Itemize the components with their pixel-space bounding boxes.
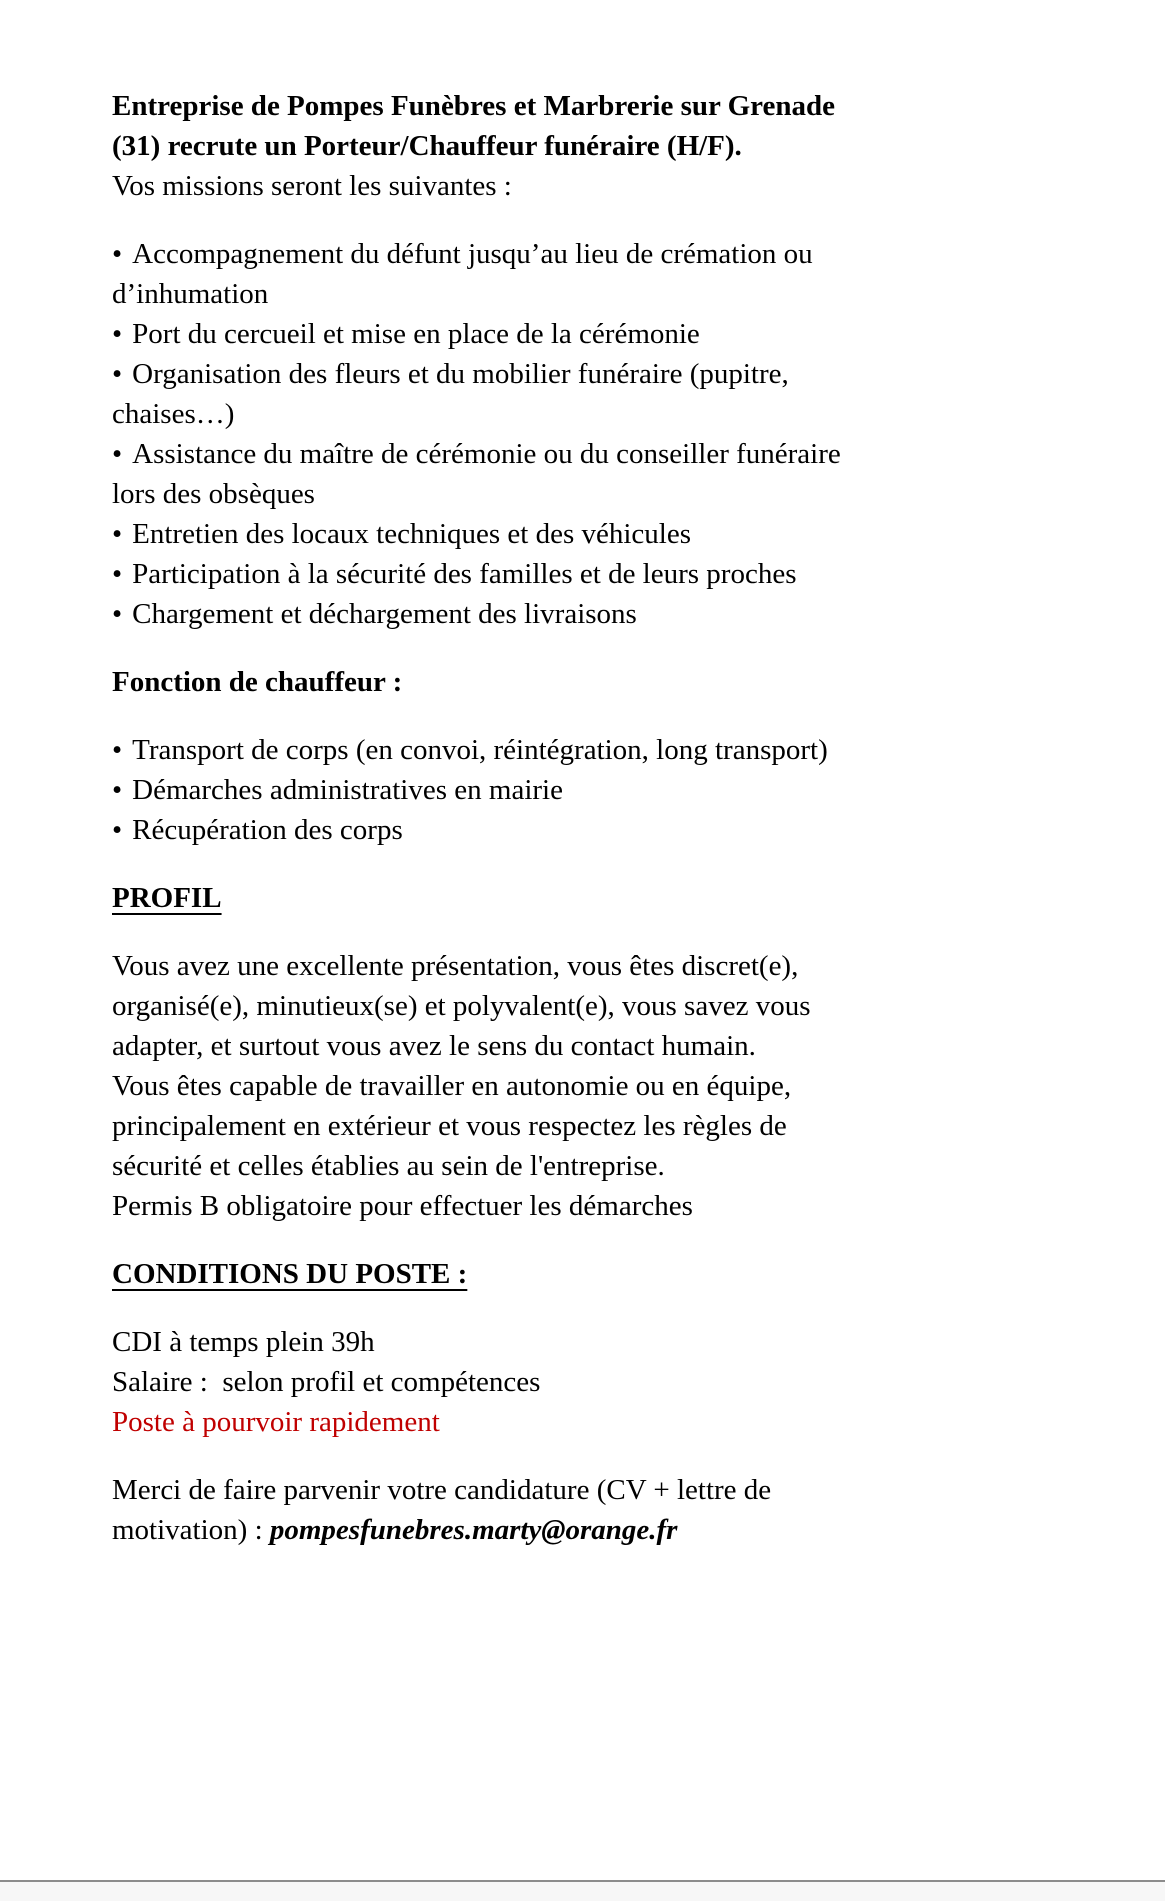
list-item bbox=[112, 354, 854, 434]
list-item bbox=[112, 514, 854, 554]
profile-section-heading: PROFIL bbox=[112, 882, 222, 914]
apply-line bbox=[112, 1470, 854, 1550]
bullet-icon: • bbox=[112, 238, 123, 270]
list-item-text: Organisation des fleurs et du mobilier funéraire (pupitre, chaises…) bbox=[112, 358, 796, 430]
list-item-text: Récupération des corps bbox=[132, 814, 403, 846]
list-item-text: Chargement et déchargement des livraisons bbox=[132, 598, 637, 630]
list-item-text: Port du cercueil et mise en place de la cérémonie bbox=[132, 318, 700, 350]
profile-paragraph: Permis B obligatoire pour effectuer les démarches bbox=[112, 1190, 693, 1222]
list-item bbox=[112, 810, 854, 850]
bottom-toolbar bbox=[0, 1880, 1165, 1901]
intro-line: Vos missions seront les suivantes : bbox=[112, 170, 512, 202]
apply-text: Merci de faire parvenir votre candidature (CV + lettre de motivation) : bbox=[112, 1474, 779, 1546]
profile-paragraph: Vous êtes capable de travailler en autonomie ou en équipe, principalement en extérieur et vous respectez les règles de sécurité et celles établies au sein de l'entreprise. bbox=[112, 1070, 799, 1182]
conditions-section-heading: CONDITIONS DU POSTE : bbox=[112, 1258, 468, 1290]
list-item bbox=[112, 554, 854, 594]
availability-line: Poste à pourvoir rapidement bbox=[112, 1406, 440, 1438]
profile-paragraphs bbox=[112, 946, 854, 1226]
list-item bbox=[112, 314, 854, 354]
driver-tasks-list bbox=[112, 730, 854, 850]
list-item-text: Assistance du maître de cérémonie ou du conseiller funéraire lors des obsèques bbox=[112, 438, 849, 510]
bullet-icon: • bbox=[112, 734, 123, 766]
page-title: Entreprise de Pompes Funèbres et Marbrerie sur Grenade (31) recrute un Porteur/Chauffeur funéraire (H/F). bbox=[112, 90, 843, 162]
list-item bbox=[112, 434, 854, 514]
profile-paragraph: Vous avez une excellente présentation, vous êtes discret(e), organisé(e), minutieux(se) et polyvalent(e), vous savez vous adapter, et surtout vous avez le sens du contact humain. bbox=[112, 950, 818, 1062]
profile-heading-block bbox=[112, 878, 854, 918]
list-item-text: Transport de corps (en convoi, réintégration, long transport) bbox=[132, 734, 828, 766]
list-item bbox=[112, 234, 854, 314]
conditions-heading-block bbox=[112, 1254, 854, 1294]
list-item-text: Participation à la sécurité des familles et de leurs proches bbox=[132, 558, 797, 590]
driver-section-heading-block bbox=[112, 662, 854, 702]
apply-block bbox=[112, 1470, 854, 1550]
list-item bbox=[112, 594, 854, 634]
contact-email: pompesfunebres.marty@orange.fr bbox=[269, 1514, 678, 1546]
bullet-icon: • bbox=[112, 318, 123, 350]
salary-line: Salaire : selon profil et compétences bbox=[112, 1366, 541, 1398]
contract-line: CDI à temps plein 39h bbox=[112, 1326, 375, 1358]
bullet-icon: • bbox=[112, 774, 123, 806]
bullet-icon: • bbox=[112, 518, 123, 550]
list-item-text: Démarches administratives en mairie bbox=[132, 774, 563, 806]
bullet-icon: • bbox=[112, 438, 123, 470]
bullet-icon: • bbox=[112, 558, 123, 590]
driver-section-heading: Fonction de chauffeur : bbox=[112, 666, 403, 698]
title-block bbox=[112, 86, 854, 206]
bullet-icon: • bbox=[112, 598, 123, 630]
list-item bbox=[112, 730, 854, 770]
list-item bbox=[112, 770, 854, 810]
list-item-text: Accompagnement du défunt jusqu’au lieu de crémation ou d’inhumation bbox=[112, 238, 820, 310]
missions-list bbox=[112, 234, 854, 634]
list-item-text: Entretien des locaux techniques et des véhicules bbox=[132, 518, 692, 550]
bullet-icon: • bbox=[112, 814, 123, 846]
bullet-icon: • bbox=[112, 358, 123, 390]
conditions-block bbox=[112, 1322, 854, 1442]
